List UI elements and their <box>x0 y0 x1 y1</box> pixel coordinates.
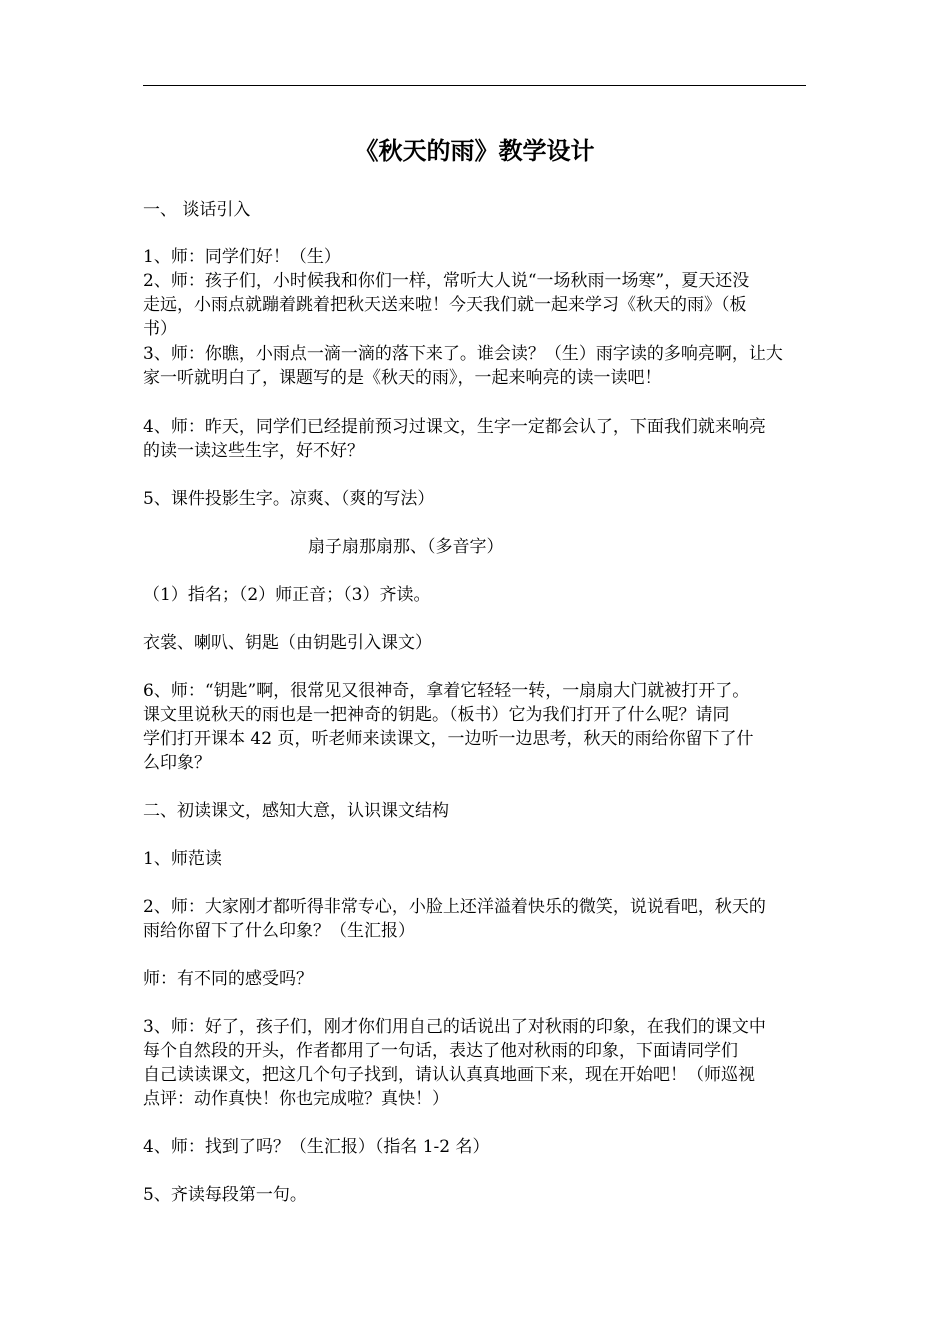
paragraph-line: 3、师：你瞧，小雨点一滴一滴的落下来了。谁会读？（生）雨字读的多响亮啊，让大 <box>143 344 783 364</box>
section-heading: 一、 谈话引入 <box>143 200 251 220</box>
paragraph-line: 4、师：昨天，同学们已经提前预习过课文，生字一定都会认了，下面我们就来响亮 <box>143 417 766 437</box>
paragraph-line: 1、师：同学们好！（生） <box>143 247 341 267</box>
paragraph-line: 衣裳、喇叭、钥匙（由钥匙引入课文） <box>143 633 432 653</box>
paragraph-line: 的读一读这些生字，好不好？ <box>143 441 364 461</box>
paragraph-line: 扇子扇那扇那、（多音字） <box>308 537 504 557</box>
paragraph-line: （1）指名；（2）师正音；（3）齐读。 <box>143 585 431 605</box>
paragraph-line: 5、齐读每段第一句。 <box>143 1185 307 1205</box>
paragraph-line: 1、师范读 <box>143 849 222 869</box>
paragraph-line: 课文里说秋天的雨也是一把神奇的钥匙。（板书）它为我们打开了什么呢？请同 <box>143 705 730 725</box>
paragraph-line: 学们打开课本 42 页，听老师来读课文，一边听一边思考，秋天的雨给你留下了什 <box>143 729 754 749</box>
paragraph-line: 2、师：孩子们，小时候我和你们一样，常听大人说“一场秋雨一场寒”，夏天还没 <box>143 271 750 291</box>
paragraph-line: 每个自然段的开头，作者都用了一句话，表达了他对秋雨的印象，下面请同学们 <box>143 1041 738 1061</box>
document-title: 《秋天的雨》教学设计 <box>354 136 595 165</box>
paragraph-line: 4、师：找到了吗？（生汇报）（指名 1-2 名） <box>143 1137 490 1157</box>
paragraph-line: 3、师：好了，孩子们，刚才你们用自己的话说出了对秋雨的印象，在我们的课文中 <box>143 1017 766 1037</box>
paragraph-line: 点评：动作真快！你也完成啦？真快！） <box>143 1089 449 1109</box>
paragraph-line: 自己读读课文，把这几个句子找到，请认认真真地画下来，现在开始吧！（师巡视 <box>143 1065 755 1085</box>
paragraph-line: 家一听就明白了，课题写的是《秋天的雨》，一起来响亮的读一读吧！ <box>143 368 662 388</box>
paragraph-line: 雨给你留下了什么印象？（生汇报） <box>143 921 415 941</box>
paragraph-line: 5、课件投影生字。凉爽、（爽的写法） <box>143 489 435 509</box>
paragraph-line: 么印象？ <box>143 753 211 773</box>
paragraph-line: 2、师：大家刚才都听得非常专心，小脸上还洋溢着快乐的微笑，说说看吧，秋天的 <box>143 897 766 917</box>
paragraph-line: 6、师：“钥匙”啊，很常见又很神奇，拿着它轻轻一转，一扇扇大门就被打开了。 <box>143 681 750 701</box>
paragraph-line: 师：有不同的感受吗？ <box>143 969 313 989</box>
paragraph-line: 走远，小雨点就蹦着跳着把秋天送来啦！今天我们就一起来学习《秋天的雨》（板 <box>143 295 747 315</box>
header-rule <box>143 85 806 86</box>
section-heading: 二、初读课文，感知大意，认识课文结构 <box>143 801 449 821</box>
paragraph-line: 书） <box>143 319 177 339</box>
